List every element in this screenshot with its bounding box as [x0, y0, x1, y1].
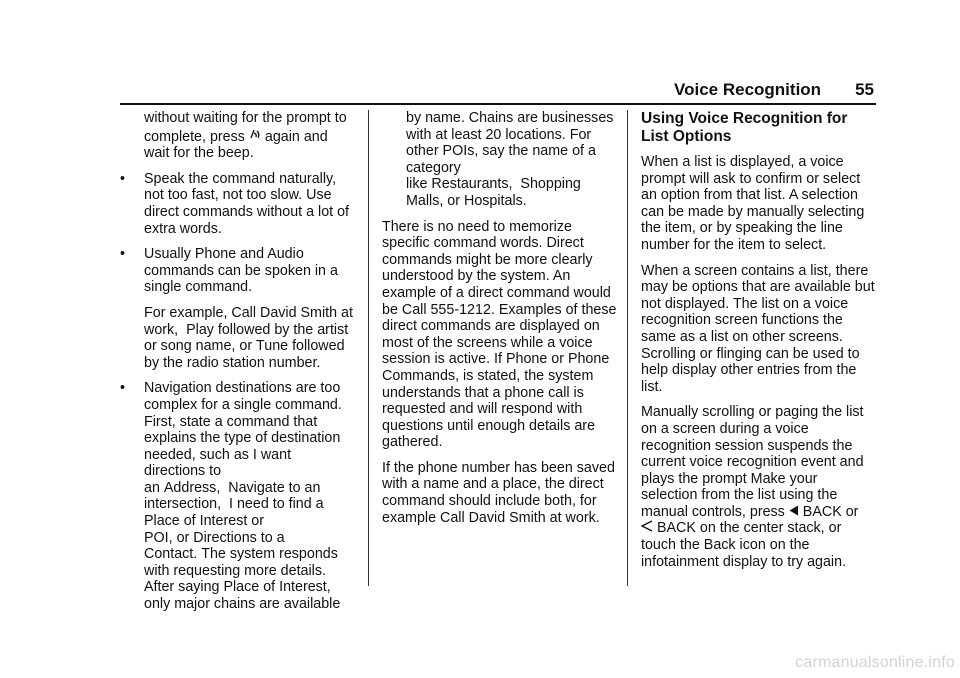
column-3 [641, 110, 877, 579]
page-header [120, 80, 874, 102]
bullet-marker: • [120, 170, 126, 187]
bullet-marker: • [120, 380, 126, 397]
push-to-talk-icon [249, 129, 265, 145]
list-item-text: Usually Phone and Audio commands can be spoken in a single command. [144, 246, 338, 296]
continued-paragraph: by name. Chains are businesses with at least 20 locations. For other POIs, say the name of a category like Restaurants, Shopping Malls, or Hospitals. [406, 110, 614, 209]
page-number: 55 [855, 80, 874, 99]
example-paragraph: For example, Call David Smith at work, Play followed by the artist or song name, or Tune followed by the radio station number. [144, 304, 353, 371]
continued-paragraph: without waiting for the prompt to complete, press again and wait for the beep. [144, 110, 347, 162]
list-item [120, 171, 356, 237]
paragraph: There is no need to memorize specific command words. Direct commands might be more clearly understood by the system. An example of a direct command would be Call 555-1212. Examples of these direct commands are displayed on most of the screens while a voice session is active. If Phone or Phone Commands, is stated, the system understands that a phone call is requested and will respond with questions until enough details are gathered. [382, 218, 617, 451]
bullet-marker: • [120, 246, 126, 263]
list-item [120, 380, 356, 612]
section-heading: Using Voice Recognition for List Options [641, 110, 848, 145]
column-2 [382, 110, 618, 535]
list-item-text: Speak the command naturally, not too fast, not too slow. Use direct commands without a lot of extra words. [144, 170, 350, 237]
back-arrow-icon [789, 504, 799, 520]
list-item-text: Navigation destinations are too complex for a single command. First, state a command that explains the type of destination needed, such as I want directions to an Address, Navigate to an intersection, I need to find a Place of Interest or POI, or Directions to a Contact. The system responds with requesting more details. After saying Place of Interest, only major chains are available [144, 380, 342, 613]
column-divider-1 [368, 110, 369, 586]
paragraph: Manually scrolling or paging the list on a screen during a voice recognition session suspends the current voice recognition event and plays the prompt Make your selection from the list using the manual controls, press BACK or BACK on the center stack, or touch the Back icon on the infotainment display to try again. [641, 404, 864, 570]
back-chevron-icon [641, 520, 653, 536]
paragraph: If the phone number has been saved with a name and a place, the direct command should include both, for example Call David Smith at work. [382, 459, 615, 526]
column-1 [120, 110, 356, 622]
list-item [120, 246, 356, 296]
column-divider-2 [627, 110, 628, 586]
watermark: carmanualsonline.info [795, 654, 955, 671]
section-title: Voice Recognition [674, 80, 822, 99]
header-rule [120, 103, 876, 105]
paragraph: When a list is displayed, a voice prompt will ask to confirm or select an option from that list. A selection can be made by manually selecting the item, or by speaking the line number for the item to select. [641, 154, 865, 253]
paragraph: When a screen contains a list, there may be options that are available but not displayed. The list on a voice recognition screen functions the same as a list on other screens. Scrolling or flinging can be used to help display other entries from the list. [641, 262, 875, 395]
